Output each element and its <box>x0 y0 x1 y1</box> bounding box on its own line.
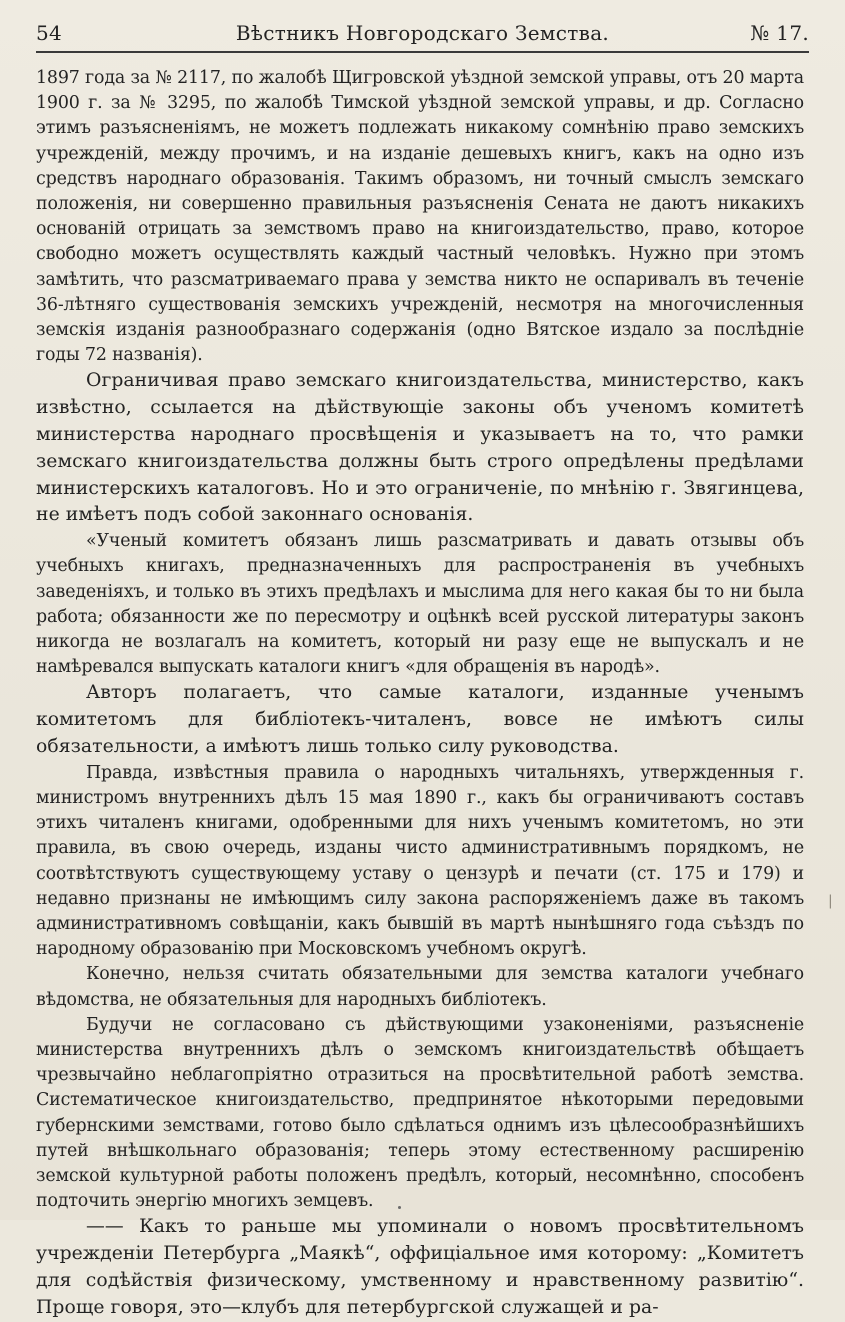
paragraph-1: 1897 года за № 2117, по жалобѣ Щигровской уѣздной земской управы, отъ 20 марта 1900 г. за № 3295, по жалобѣ Тимской уѣздной земской управы, и др. Согласно этимъ разъясненіямъ, не можетъ подлежать никакому сомнѣнію право земскихъ учрежденій, между прочимъ, и на изданіе дешевыхъ книгъ, какъ на одно изъ средствъ народнаго образованія. Такимъ образомъ, ни точный смыслъ земскаго положенія, ни совершенно правильныя разъясненія Сената не даютъ никакихъ основаній отрицать за земствомъ право на книгоиздательство, право, которое свободно можетъ осуществлять каждый частный человѣкъ. Нужно при этомъ замѣтить, что разсматриваемаго права у земства никто не оспаривалъ въ теченіе 36-лѣтняго существованія земскихъ учрежденій, несмотря на многочисленныя земскія изданія разнообразнаго содержанія (одно Вятское издало за послѣдніе годы 72 названія). <box>36 68 805 366</box>
issue-number: № 17. <box>750 21 809 45</box>
paragraph-8: —— Какъ то раньше мы упоминали о новомъ просвѣтительномъ учрежденіи Петербурга „Маякѣ“, оффиціальное имя которому: „Комитетъ для содѣйствія физическому, умственному и нравственному развитію“. Проще говоря, это—клубъ для петербургской служащей и ра- <box>36 1216 804 1318</box>
paragraph-5: Правда, извѣстныя правила о народныхъ читальняхъ, утвержденныя г. министромъ внутреннихъ дѣлъ 15 мая 1890 г., какъ бы ограничиваютъ составъ этихъ читаленъ книгами, одобренными для нихъ ученымъ комитетомъ, но эти правила, въ свою очередь, изданы чисто административнымъ порядкомъ, не соотвѣтствуютъ существующему уставу о цензурѣ и печати (ст. 175 и 179) и недавно признаны не имѣющимъ силу закона распоряженіемъ даже въ такомъ административномъ совѣщаніи, какъ бывшій въ мартѣ нынѣшняго года съѣздъ по народному образованію при Московскомъ учебномъ округѣ. <box>36 762 804 960</box>
print-speck <box>398 1206 401 1209</box>
paragraph-2: Ограничивая право земскаго книгоиздательства, министерство, какъ извѣстно, ссылается на дѣйствующіе законы объ ученомъ комитетѣ министерства народнаго просвѣщенія и указываетъ на то, что рамки земскаго книгоиздательства должны быть строго опредѣлены предѣлами министерскихъ каталоговъ. Но и это ограниченіе, по мнѣнію г. Звягинцева, не имѣетъ подъ собой законнаго основанія. <box>36 370 804 526</box>
article-body <box>36 66 804 1322</box>
paragraph-7: Будучи не согласовано съ дѣйствующими узаконеніями, разъясненіе министерства внутреннихъ дѣлъ о земскомъ книгоиздательствѣ обѣщаетъ чрезвычайно неблагопріятно отразиться на просвѣтительной работѣ земства. Систематическое книгоиздательство, предпринятое нѣкоторыми передовыми губернскими земствами, готово было сдѣлаться однимъ изъ цѣлесообразнѣйшихъ путей внѣшкольнаго образованія; теперь этому естественному расширенію земской культурной работы положенъ предѣлъ, который, несомнѣнно, способенъ подточить энергію многихъ земцевъ. <box>36 1014 804 1212</box>
paragraph-6: Конечно, нельзя считать обязательными для земства каталоги учебнаго вѣдомства, не обязательныя для народныхъ библіотекъ. <box>36 964 804 1010</box>
journal-title: Вѣстникъ Новгородскаго Земства. <box>235 21 610 45</box>
paragraph-4: Авторъ полагаетъ, что самые каталоги, изданные ученымъ комитетомъ для библіотекъ-читаленъ, вовсе не имѣютъ силы обязательности, а имѣютъ лишь только силу руководства. <box>36 682 804 758</box>
page-header <box>36 18 809 48</box>
page-number: 54 <box>36 21 63 45</box>
header-rule <box>36 51 809 53</box>
margin-mark: | <box>828 893 833 909</box>
quote-paragraph: «Ученый комитетъ обязанъ лишь разсматривать и давать отзывы объ учебныхъ книгахъ, предназначенныхъ для распространенія въ учебныхъ заведеніяхъ, и только въ этихъ предѣлахъ и мыслима для него какая бы то ни была работа; обязанности же по пересмотру и оцѣнкѣ всей русской литературы законъ никогда не возлагалъ на комитетъ, который ни разу еще не выпускалъ и не намѣревался выпускать каталоги книгъ «для обращенія въ народѣ». <box>36 531 804 678</box>
